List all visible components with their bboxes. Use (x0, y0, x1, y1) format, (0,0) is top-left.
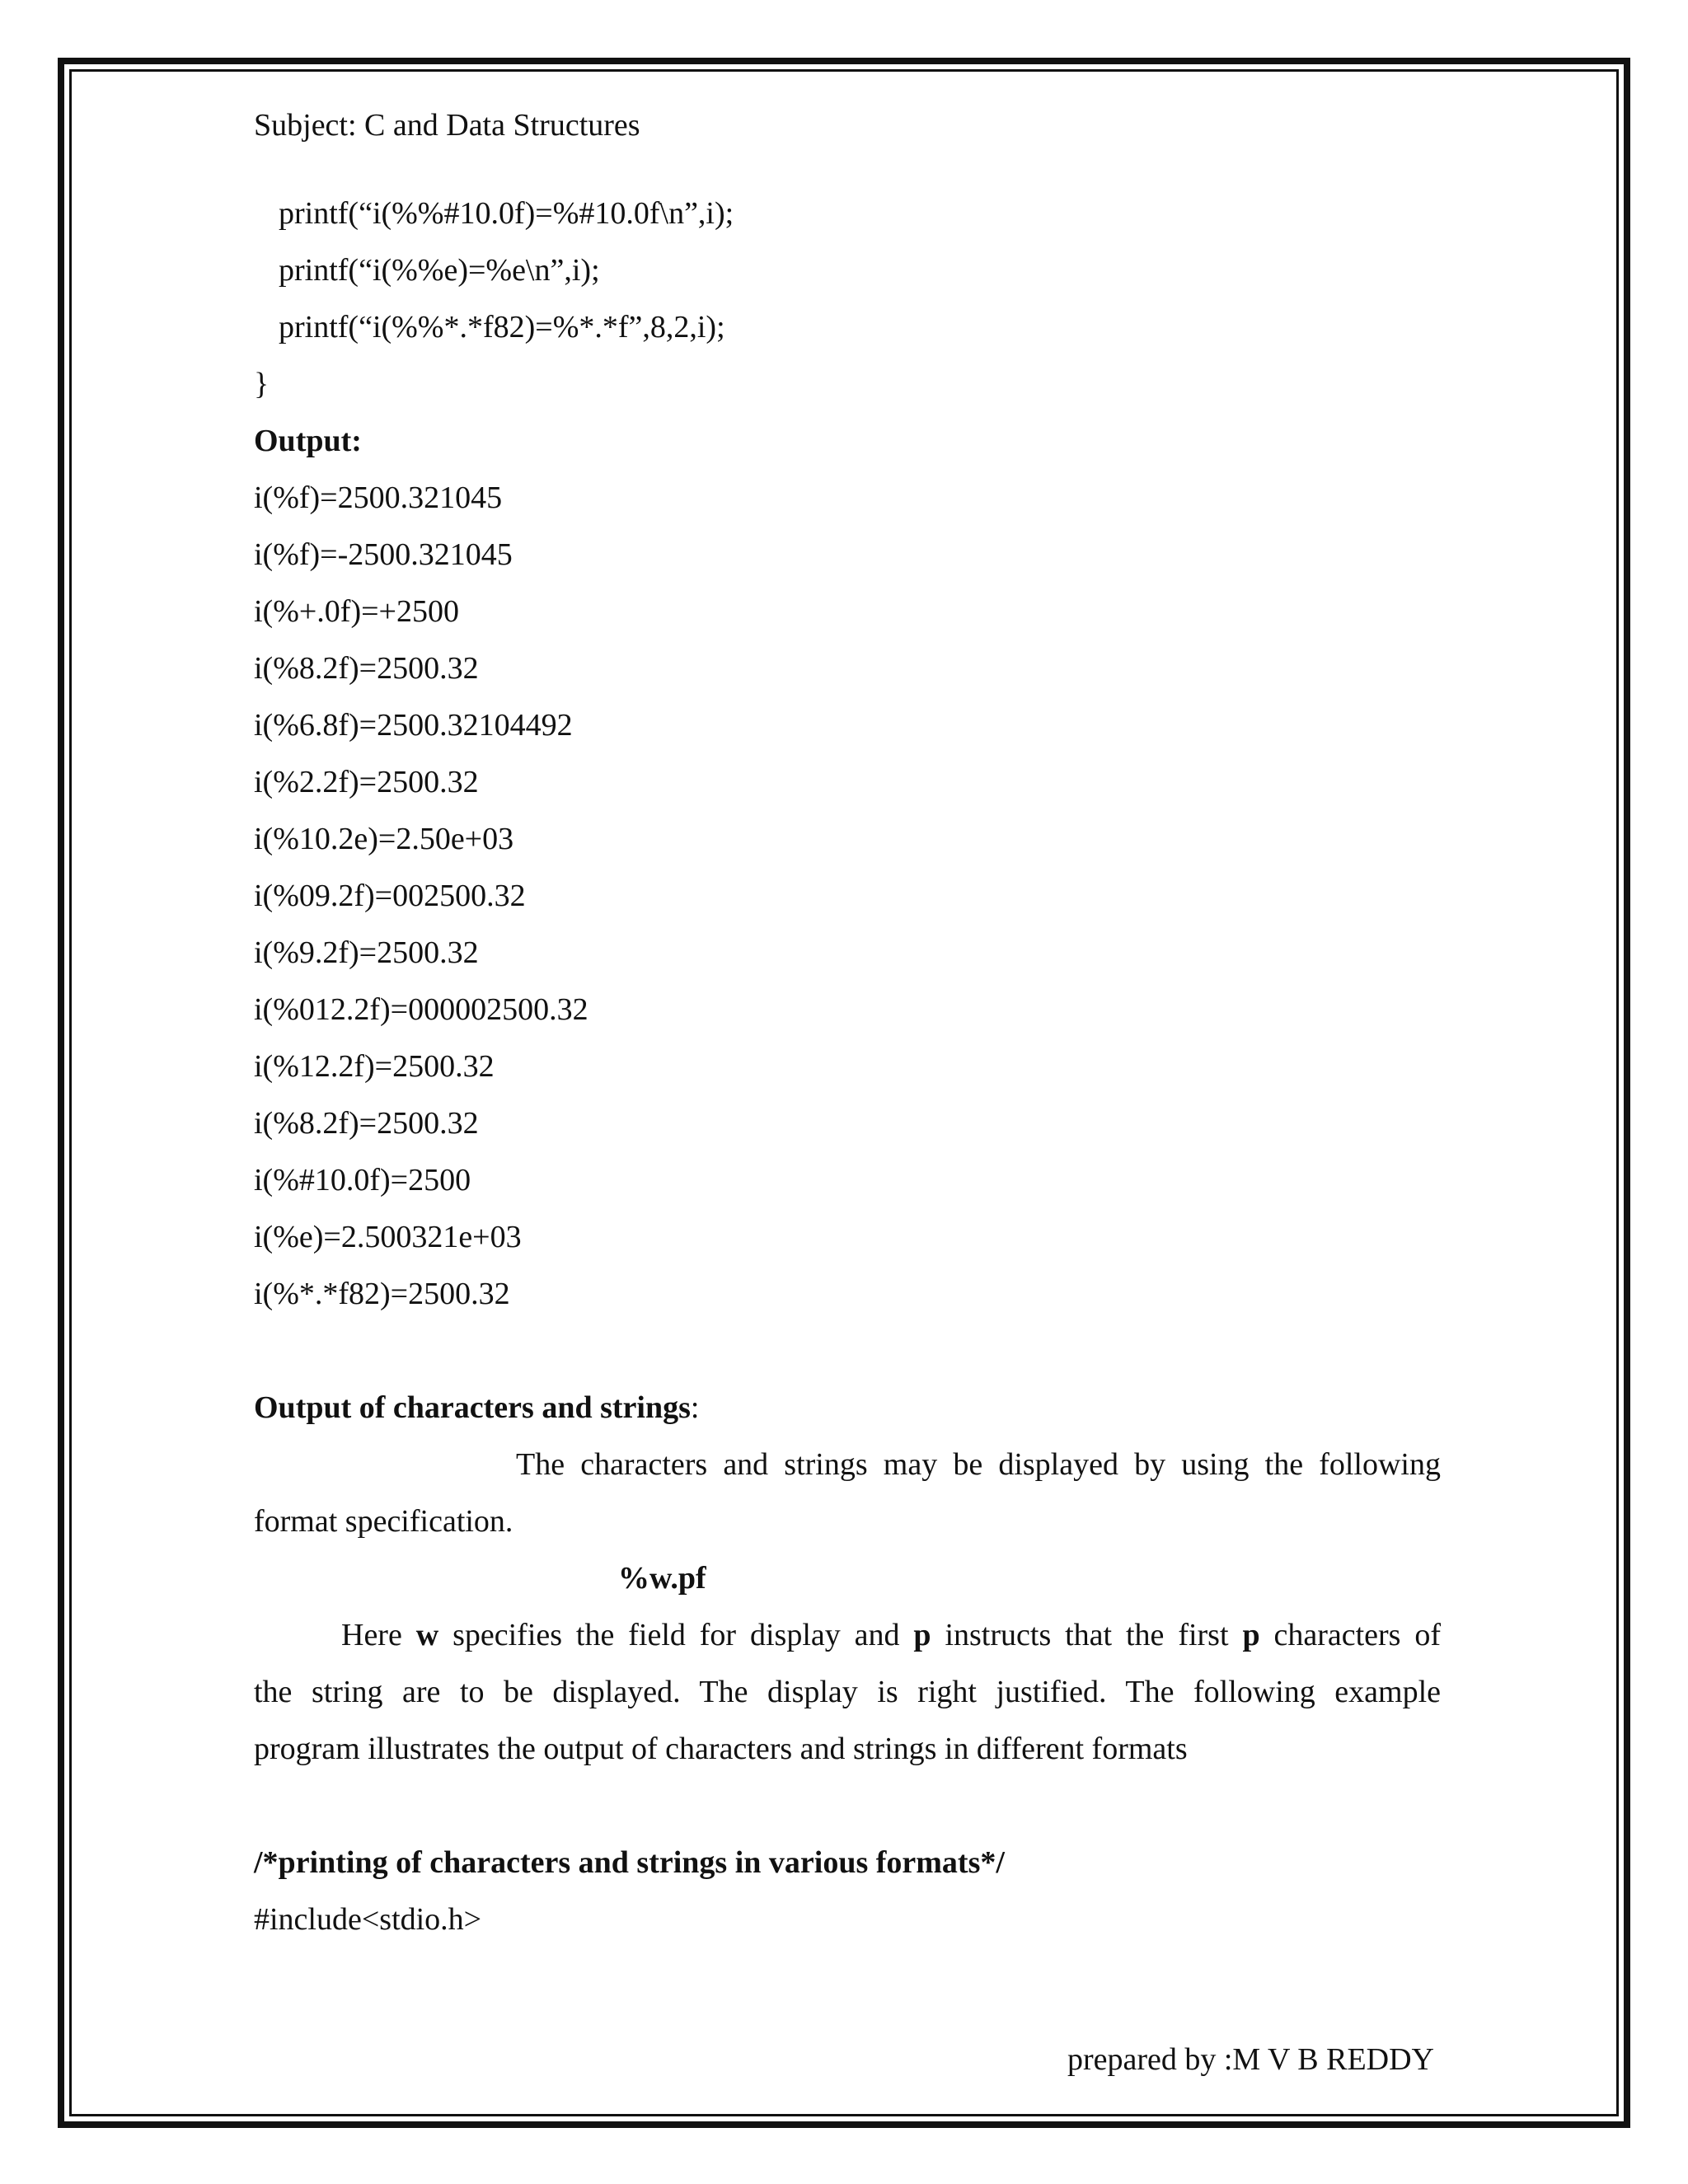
output-line: i(%e)=2.500321e+03 (254, 1220, 522, 1254)
subject-header: Subject: C and Data Structures (254, 108, 640, 143)
section-heading-colon: : (690, 1390, 700, 1425)
intro-paragraph-line: The characters and strings may be displayed by using the following (516, 1447, 1441, 1482)
spacer (254, 1778, 1441, 1835)
section-heading-text: Output of characters and strings (254, 1390, 691, 1425)
term-w: w (415, 1618, 439, 1652)
spacer (254, 154, 1441, 185)
output-line: i(%2.2f)=2500.32 (254, 765, 479, 799)
body-paragraph-line: program illustrates the output of characters and strings in different formats (254, 1732, 1188, 1766)
intro-paragraph-line: format specification. (254, 1504, 513, 1539)
output-line: i(%09.2f)=002500.32 (254, 879, 526, 913)
text-run: instructs that the first (931, 1618, 1243, 1652)
output-line: i(%012.2f)=000002500.32 (254, 992, 588, 1027)
footer-prepared-by: prepared by :M V B REDDY (1067, 2042, 1434, 2077)
body-paragraph-line: the string are to be displayed. The display is right justified. The following example (254, 1675, 1441, 1709)
output-line: i(%10.2e)=2.50e+03 (254, 822, 514, 856)
output-line: i(%8.2f)=2500.32 (254, 651, 479, 686)
code-line: printf(“i(%%#10.0f)=%#10.0f\n”,i); (279, 196, 734, 231)
output-line: i(%f)=2500.321045 (254, 480, 503, 515)
page-content (254, 97, 1441, 1948)
spacer (254, 1323, 1441, 1380)
format-spec: %w.pf (618, 1561, 706, 1596)
output-line: i(%8.2f)=2500.32 (254, 1106, 479, 1141)
program-include: #include<stdio.h> (254, 1902, 482, 1937)
output-heading: Output: (254, 424, 362, 458)
term-p: p (913, 1618, 931, 1652)
output-line: i(%12.2f)=2500.32 (254, 1049, 495, 1084)
text-run: Here (341, 1618, 416, 1652)
term-p: p (1242, 1618, 1260, 1652)
text-run: specifies the field for display and (438, 1618, 914, 1652)
code-line: printf(“i(%%e)=%e\n”,i); (279, 253, 600, 288)
body-paragraph-line (254, 1607, 1441, 1664)
text-run: characters of (1259, 1618, 1442, 1652)
code-line: printf(“i(%%*.*f82)=%*.*f”,8,2,i); (279, 310, 725, 344)
output-line: i(%#10.0f)=2500 (254, 1163, 471, 1197)
program-comment: /*printing of characters and strings in various formats*/ (254, 1845, 1005, 1880)
output-line: i(%9.2f)=2500.32 (254, 935, 479, 970)
output-line: i(%6.8f)=2500.32104492 (254, 708, 573, 743)
section-heading (254, 1380, 1441, 1436)
output-line: i(%f)=-2500.321045 (254, 537, 513, 572)
output-line: i(%*.*f82)=2500.32 (254, 1277, 510, 1311)
closing-brace: } (254, 367, 270, 401)
output-line: i(%+.0f)=+2500 (254, 594, 459, 629)
